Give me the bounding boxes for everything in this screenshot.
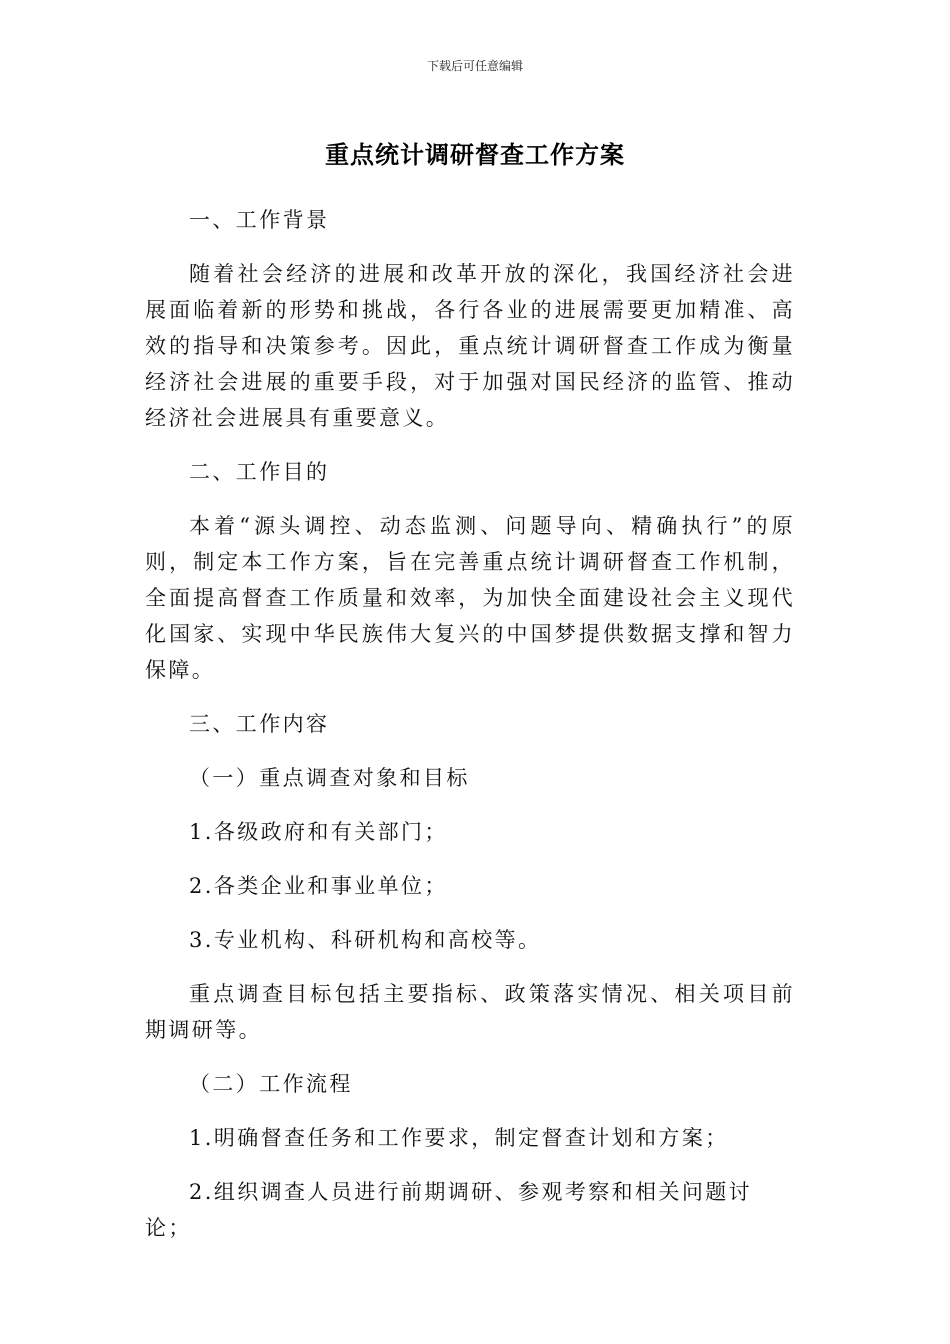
list-item: 2.组织调查人员进行前期调研、参观考察和相关问题讨论；	[145, 1180, 753, 1240]
list-item: 2.各类企业和事业单位；	[189, 874, 448, 898]
paragraph-purpose: 本着“源头调控、动态监测、问题导向、精确执行”的原则，制定本工作方案，旨在完善重点统计调研督查工作机制，全面提高督查工作质量和效率，为加快全面建设社会主义现代化国家、实现中华民族伟大复兴的中国梦提供数据支撑和智力保障。	[145, 514, 795, 682]
list-item: 1.各级政府和有关部门；	[189, 820, 448, 844]
paragraph-background: 随着社会经济的进展和改革开放的深化，我国经济社会进展面临着新的形势和挑战，各行各业的进展需要更加精准、高效的指导和决策参考。因此，重点统计调研督查工作成为衡量经济社会进展的重要手段，对于加强对国民经济的监管、推动经济社会进展具有重要意义。	[145, 262, 795, 430]
document-title: 重点统计调研督查工作方案	[325, 141, 625, 169]
list-item: 1.明确督查任务和工作要求，制定督查计划和方案；	[189, 1126, 729, 1150]
section-heading-content: 三、工作内容	[189, 712, 330, 736]
list-item: 3.专业机构、科研机构和高校等。	[189, 928, 542, 952]
subsection-heading-targets: （一）重点调查对象和目标	[189, 766, 470, 790]
download-note: 下载后可任意编辑	[426, 59, 523, 73]
section-heading-background: 一、工作背景	[189, 208, 330, 232]
section-heading-purpose: 二、工作目的	[189, 460, 330, 484]
document-body	[145, 202, 795, 1264]
subsection-heading-workflow: （二）工作流程	[189, 1072, 353, 1096]
paragraph-targets: 重点调查目标包括主要指标、政策落实情况、相关项目前期调研等。	[145, 982, 795, 1042]
